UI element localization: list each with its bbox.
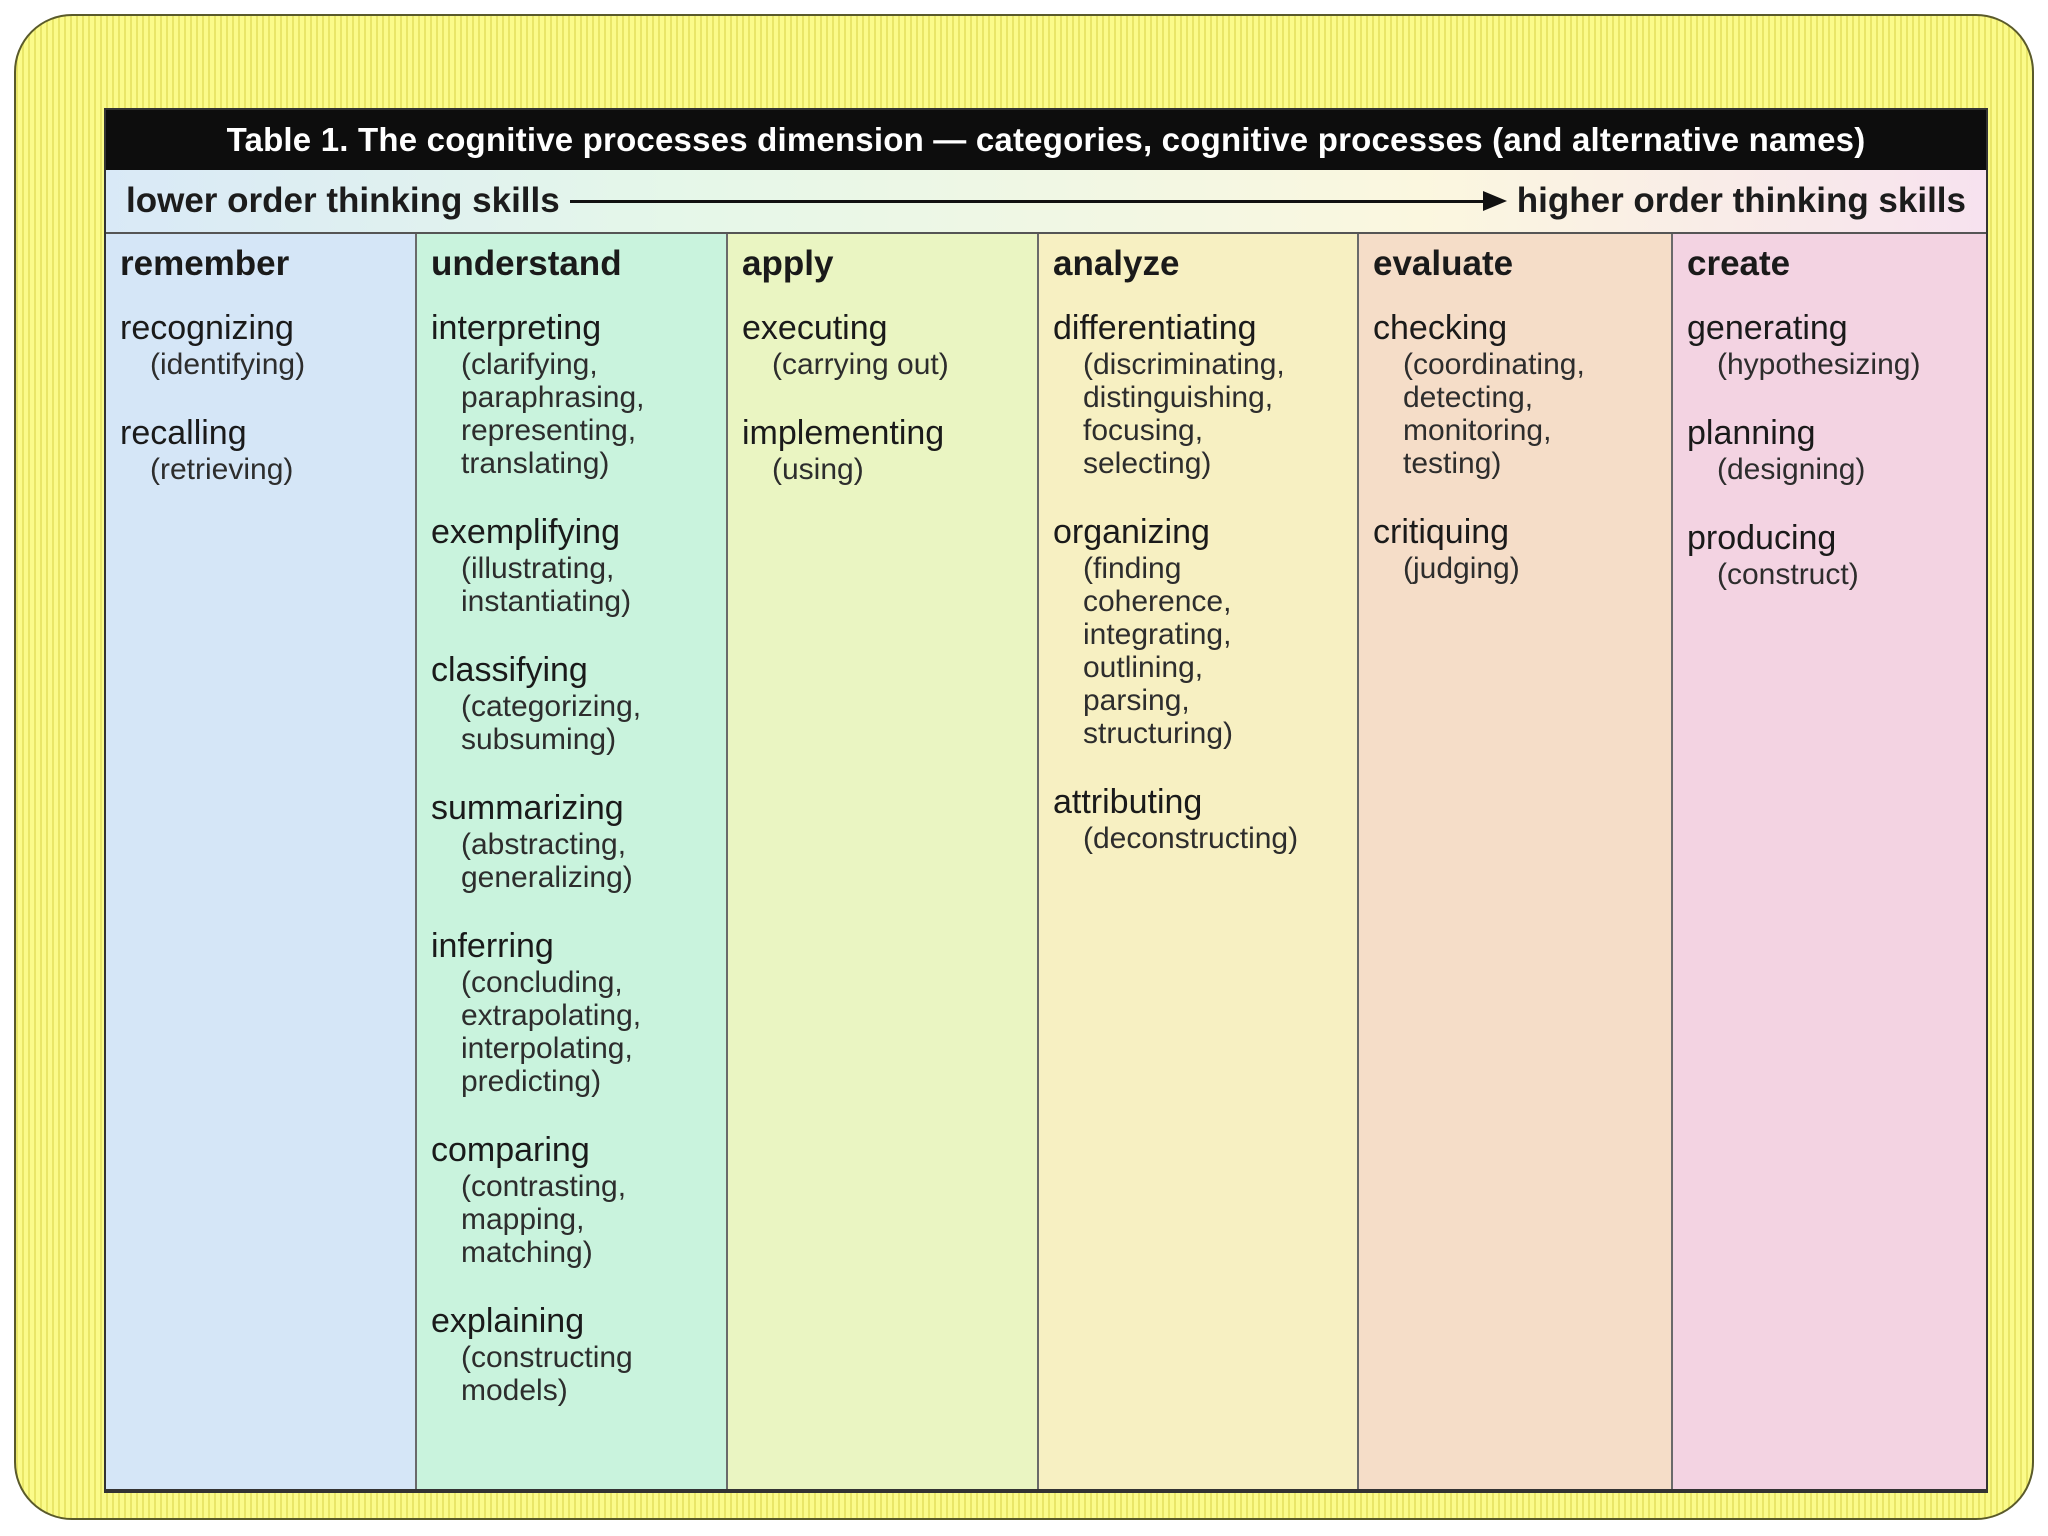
process-alternative-names: (retrieving) xyxy=(150,453,294,486)
column-analyze xyxy=(1039,234,1359,1489)
process-name: differentiating xyxy=(1053,309,1257,347)
lower-order-label: lower order thinking skills xyxy=(126,181,560,220)
process-name: interpreting xyxy=(431,309,602,347)
column-header: create xyxy=(1687,244,1791,283)
column-header: remember xyxy=(120,244,290,283)
column-remember xyxy=(106,234,417,1489)
process-name: generating xyxy=(1687,309,1848,347)
process-name: producing xyxy=(1687,519,1837,557)
column-evaluate xyxy=(1359,234,1673,1489)
process-alternative-names: (abstracting, generalizing) xyxy=(461,828,633,894)
column-header: analyze xyxy=(1053,244,1180,283)
process-name: checking xyxy=(1373,309,1508,347)
process-item xyxy=(1373,308,1659,480)
column-create xyxy=(1673,234,1986,1489)
process-item xyxy=(120,413,403,486)
process-name: inferring xyxy=(431,927,554,965)
process-item xyxy=(431,308,714,480)
column-apply xyxy=(728,234,1039,1489)
category-columns xyxy=(106,234,1986,1489)
process-name: summarizing xyxy=(431,789,624,827)
cognitive-process-table xyxy=(104,108,1988,1493)
process-item xyxy=(1053,308,1345,480)
process-item xyxy=(431,1130,714,1269)
process-item xyxy=(1687,413,1974,486)
process-alternative-names: (judging) xyxy=(1403,552,1520,585)
thinking-skills-scale xyxy=(106,170,1986,234)
process-item xyxy=(1687,308,1974,381)
column-header: understand xyxy=(431,244,622,283)
process-alternative-names: (concluding, extrapolating, interpolating, predicting) xyxy=(461,966,642,1098)
process-alternative-names: (identifying) xyxy=(150,348,306,381)
process-name: classifying xyxy=(431,651,588,689)
process-item xyxy=(1373,512,1659,585)
process-name: explaining xyxy=(431,1302,585,1340)
process-alternative-names: (hypothesizing) xyxy=(1717,348,1921,381)
process-alternative-names: (illustrating, instantiating) xyxy=(461,552,632,618)
column-understand xyxy=(417,234,728,1489)
process-name: organizing xyxy=(1053,513,1210,551)
process-item xyxy=(431,650,714,756)
table-title: Table 1. The cognitive processes dimension — categories, cognitive processes (and alternative names) xyxy=(106,110,1986,170)
process-alternative-names: (coordinating, detecting, monitoring, testing) xyxy=(1403,348,1585,480)
process-item xyxy=(431,926,714,1098)
higher-order-label: higher order thinking skills xyxy=(1516,181,1966,220)
process-alternative-names: (construct) xyxy=(1717,558,1859,591)
process-alternative-names: (deconstructing) xyxy=(1083,822,1299,855)
process-alternative-names: (carrying out) xyxy=(772,348,949,381)
process-alternative-names: (constructing models) xyxy=(461,1341,633,1407)
process-name: comparing xyxy=(431,1131,590,1169)
slide-frame xyxy=(14,14,2034,1520)
process-name: implementing xyxy=(742,414,945,452)
process-item xyxy=(1687,518,1974,591)
process-item xyxy=(1053,512,1345,750)
process-item xyxy=(742,308,1025,381)
process-item xyxy=(431,512,714,618)
column-header: evaluate xyxy=(1373,244,1514,283)
process-item xyxy=(1053,782,1345,855)
process-item xyxy=(431,788,714,894)
process-name: planning xyxy=(1687,414,1816,452)
process-item xyxy=(431,1301,714,1407)
process-alternative-names: (discriminating, distinguishing, focusing, selecting) xyxy=(1083,348,1285,480)
right-arrow-icon xyxy=(570,191,1507,211)
process-name: attributing xyxy=(1053,783,1203,821)
column-header: apply xyxy=(742,244,834,283)
process-alternative-names: (categorizing, subsuming) xyxy=(461,690,642,756)
process-alternative-names: (designing) xyxy=(1717,453,1866,486)
process-alternative-names: (clarifying, paraphrasing, representing, translating) xyxy=(461,348,645,480)
process-item xyxy=(742,413,1025,486)
process-name: recalling xyxy=(120,414,247,452)
process-alternative-names: (using) xyxy=(772,453,864,486)
process-alternative-names: (contrasting, mapping, matching) xyxy=(461,1170,627,1269)
process-name: exemplifying xyxy=(431,513,620,551)
process-name: executing xyxy=(742,309,888,347)
process-item xyxy=(120,308,403,381)
process-name: critiquing xyxy=(1373,513,1510,551)
process-name: recognizing xyxy=(120,309,294,347)
process-alternative-names: (finding coherence, integrating, outlining, parsing, structuring) xyxy=(1083,552,1234,750)
